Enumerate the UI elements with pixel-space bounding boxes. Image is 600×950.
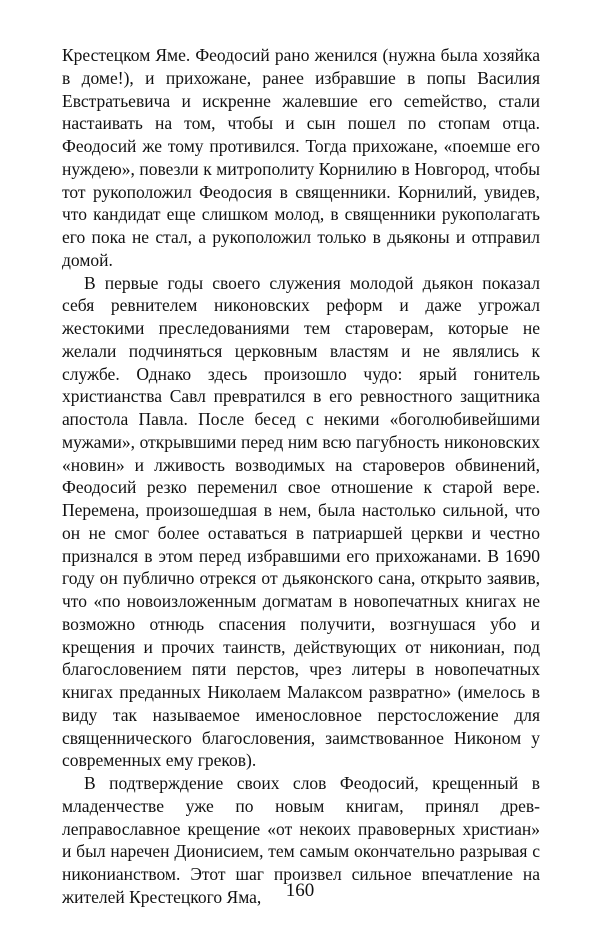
paragraph: В первые годы своего служения молодой дьякон показал себя ревнителем никоновских реформ и даже угрожал жестокими преследованиями тем староверам, которые не желали подчиняться церковным властям и не являлись к службе. Однако здесь произошло чудо: ярый гонитель христианства Савл превратился в его ревностного защитника апостола Павла. После бесед с некими «боголюбивейшими мужами», открывшими перед ним всю пагубность никоновских «новин» и лживость возводимых на староверов обвинений, Феодосий резко переменил свое отношение к старой вере. Перемена, произошедшая в нем, была настолько сильной, что он не смог более оставаться в патриаршей церкви и честно признался в этом перед избравшими его прихожанами. В 1690 году он публично отрекся от дьяконского сана, открыто заявив, что «по новоизложенным догматам в новопечатных книгах не возможно отнюдь спасения получити, возгнушася убо и крещения и прочих таинств, действующих от никониан, под благословением пяти перстов, чрез литеры в новопечатных книгах преданных Николаем Малаксом развратно» (имелось в виду так называемое именословное перстосложение для священнического благословения, заимствованное Никоном у современных ему греков). — [62, 272, 540, 771]
paragraph-continued: Крестецком Яме. Феодосий рано женился (нужна была хозяйка в доме!), и прихожане, ранее избравшие в попы Василия Евстратьевича и искренне жалевшие его сеmейство, стали настаивать на том, чтобы и сын пошел по стопам отца. Феодосий же тому противился. Тогда прихожане, «поемше его нуждею», повезли к митрополиту Корнилию в Новгород, чтобы тот рукоположил Феодосия в священники. Корнилий, увидев, что кандидат еще слишком молод, в священники рукополагать его пока не стал, а рукоположил только в дьяконы и отправил домой. — [62, 45, 540, 270]
page-number: 160 — [285, 880, 315, 901]
book-page-text — [62, 44, 540, 909]
paragraph: В подтверждение своих слов Феодосий, крещенный в младенчестве уже по новым книгам, принял древлеправославное крещение «от некоих правоверных христиан» и был наречен Дионисием, тем самым окончательно разрывая с никонианством. Этот шаг произвел сильное впечатление на жителей Крестецкого Яма, — [62, 773, 540, 907]
